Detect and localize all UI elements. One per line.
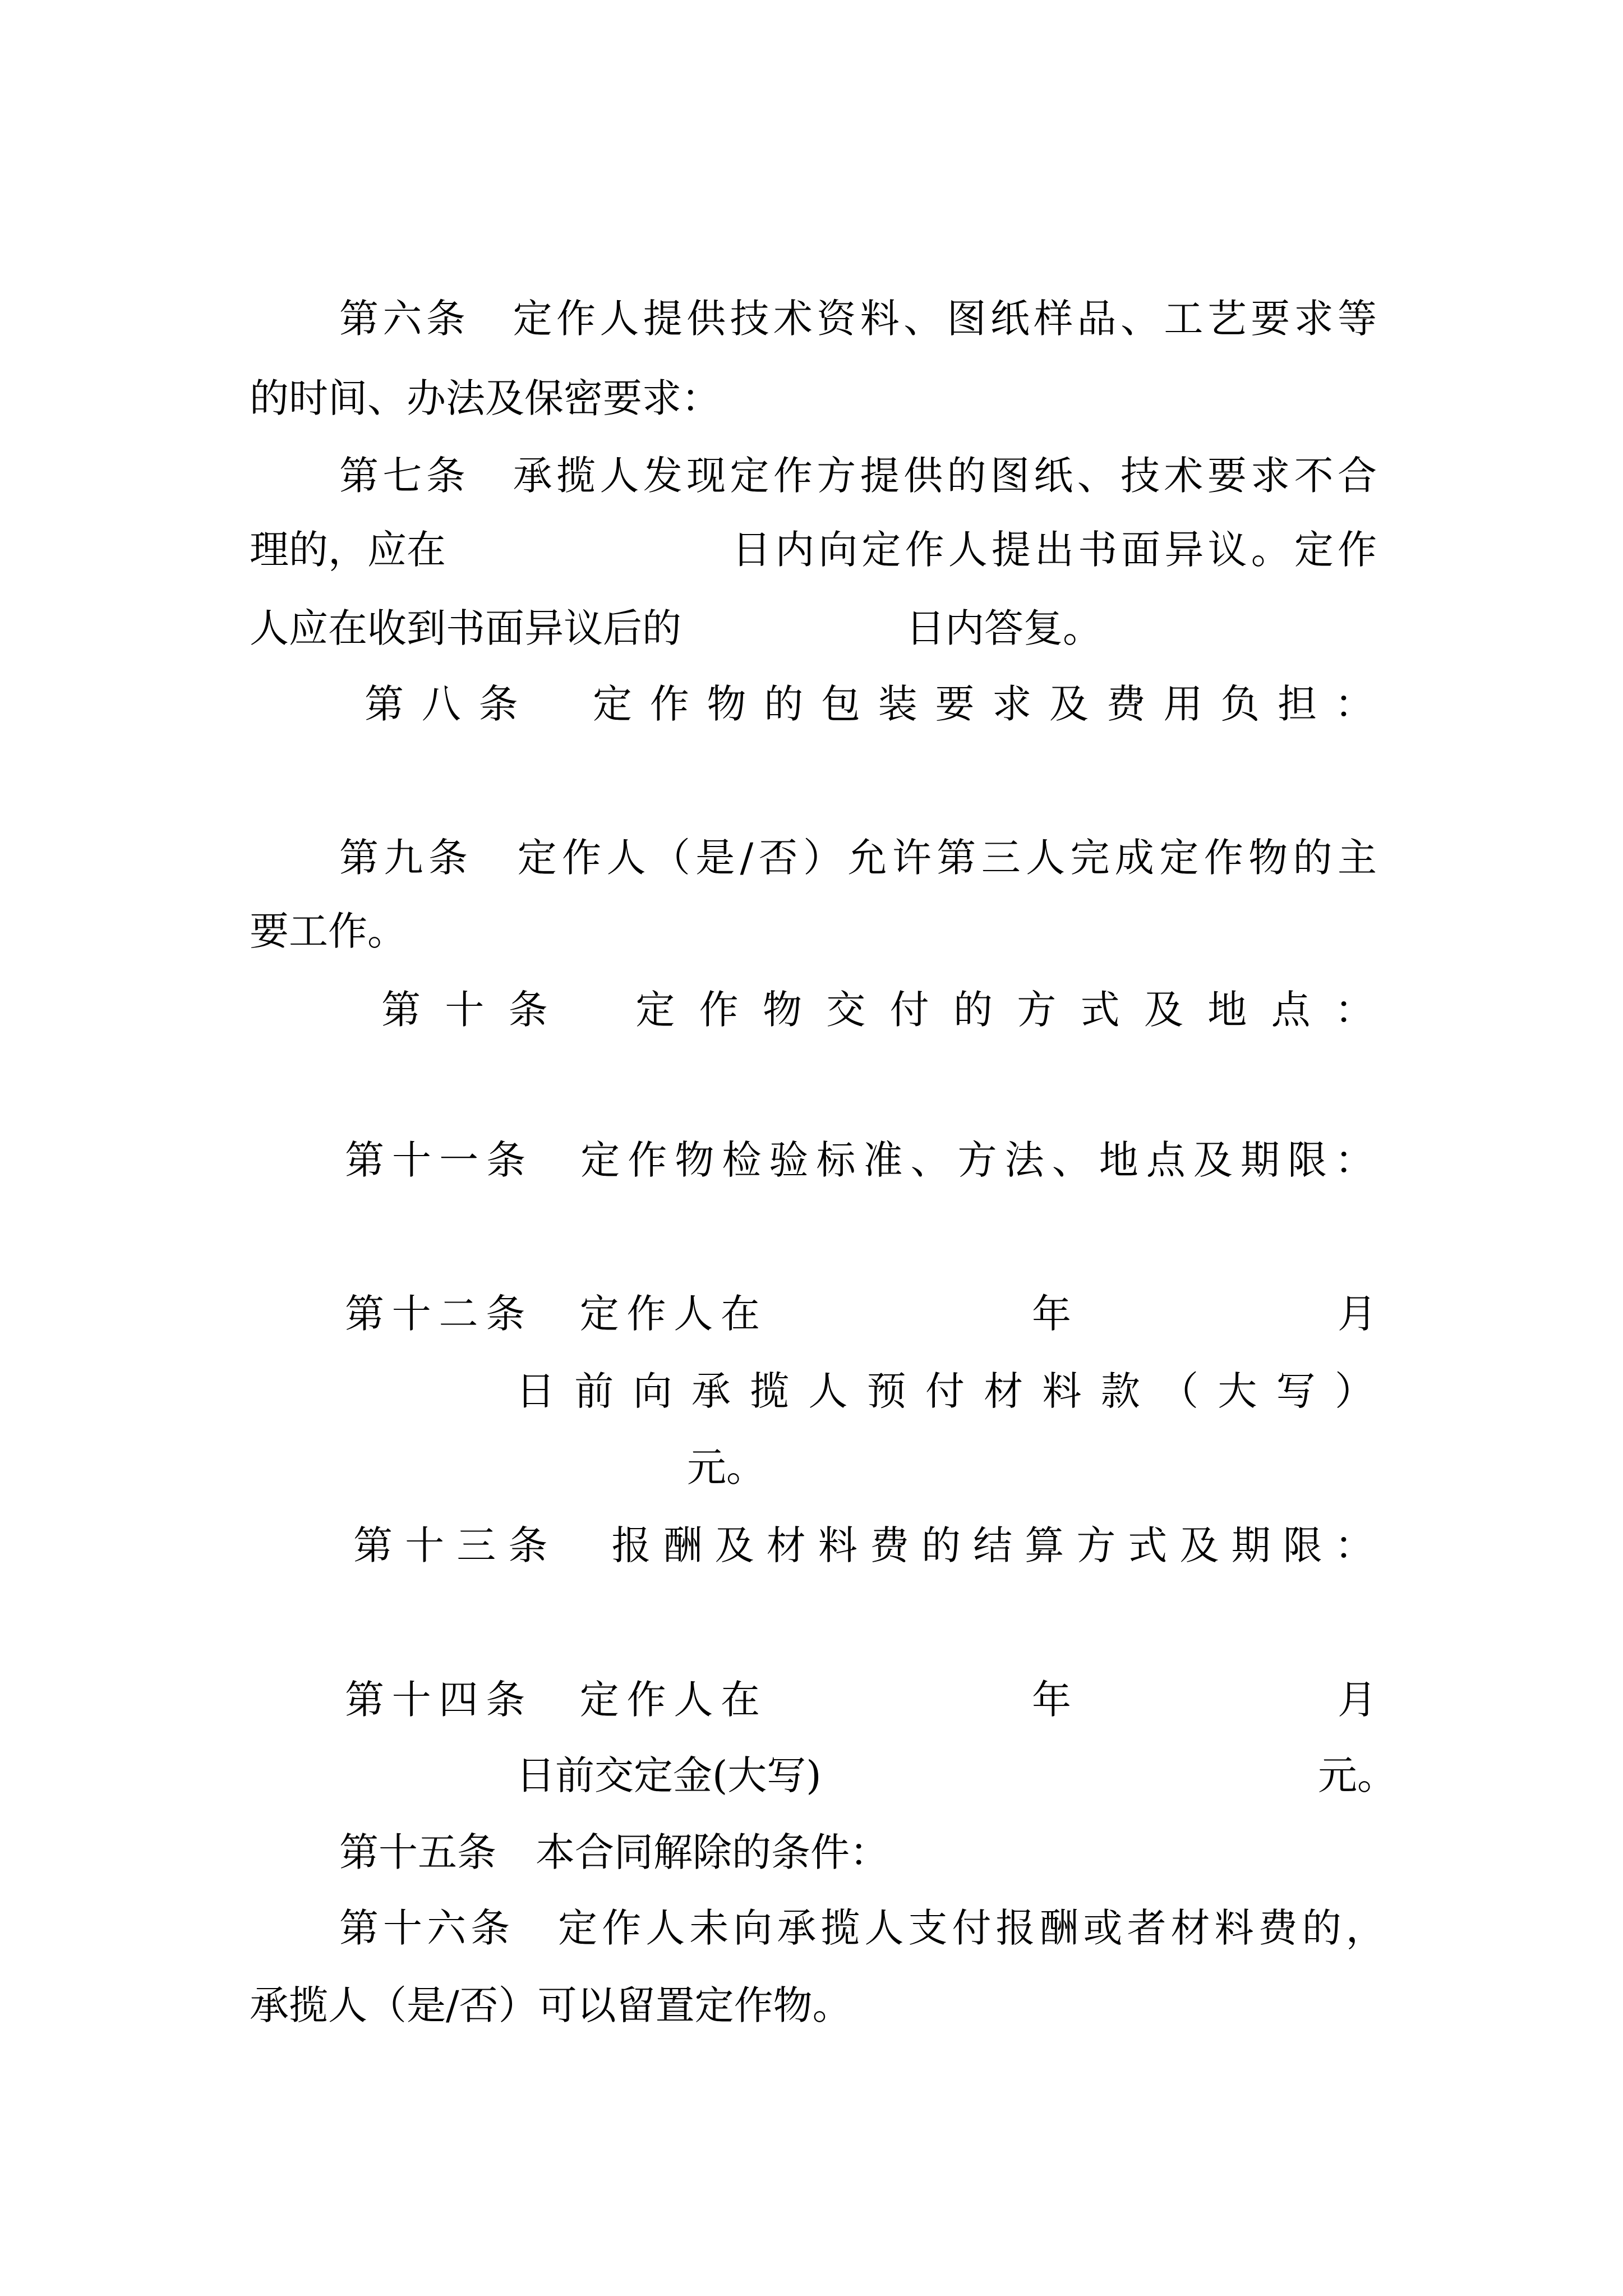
article-9-line-1: 第 九 条 定 作 人 （ 是 / 否 ） 允 许 第 三 人 完 成 定 作 物 的 主: [339, 835, 1377, 881]
article-7-line-3-end: 日内答复。: [906, 605, 1102, 651]
article-14-line-2-start: 日前交定金(大写): [516, 1752, 822, 1798]
article-7-line-3-start: 人应在收到书面异议后的: [250, 605, 681, 651]
article-16-line-2: 承揽人（是/否）可以留置定作物。: [250, 1982, 852, 2028]
article-13-line-1: 第 十 三 条 报 酬 及 材 料 费 的 结 算 方 式 及 期 限 ：: [353, 1522, 1374, 1568]
article-9-line-2: 要工作。: [250, 908, 407, 954]
article-10-line-1: 第 十 条 定 作 物 交 付 的 方 式 及 地 点 ：: [381, 987, 1374, 1033]
article-12-month-label: 月: [1338, 1291, 1377, 1337]
article-12-line-3: 元。: [687, 1444, 766, 1490]
article-14-year-label: 年: [1032, 1677, 1071, 1723]
article-14-line-2-end: 元。: [1318, 1752, 1396, 1798]
article-12-year-label: 年: [1032, 1291, 1071, 1337]
article-7-line-2-start: 理的，应在: [250, 527, 446, 573]
article-8-line-1: 第 八 条 定 作 物 的 包 装 要 求 及 费 用 负 担 ：: [365, 681, 1374, 727]
article-16-line-1: 第 十 六 条 定 作 人 未 向 承 揽 人 支 付 报 酬 或 者 材 料 费 的 ，: [339, 1905, 1385, 1951]
article-7-line-1: 第 七 条 承 揽 人 发 现 定 作 方 提 供 的 图 纸 、 技 术 要 求 不 合: [339, 453, 1377, 499]
article-6-line-2: 的时间、办法及保密要求：: [250, 375, 721, 421]
article-6-line-1: 第 六 条 定 作 人 提 供 技 术 资 料 、 图 纸 样 品 、 工 艺 要 求 等: [339, 296, 1377, 342]
article-12-line-1-start: 第 十 二 条 定 作 人 在: [345, 1291, 760, 1337]
article-14-month-label: 月: [1338, 1677, 1377, 1723]
article-15-line-1: 第十五条 本合同解除的条件：: [339, 1829, 889, 1875]
article-14-line-1-start: 第 十 四 条 定 作 人 在: [345, 1677, 760, 1723]
article-12-line-2: 日 前 向 承 揽 人 预 付 材 料 款 （ 大 写 ）: [516, 1368, 1374, 1414]
article-11-line-1: 第 十 一 条 定 作 物 检 验 标 准 、 方 法 、 地 点 及 期 限 ：: [345, 1137, 1374, 1183]
article-7-line-2-end: 日 内 向 定 作 人 提 出 书 面 异 议 。 定 作: [732, 527, 1377, 573]
